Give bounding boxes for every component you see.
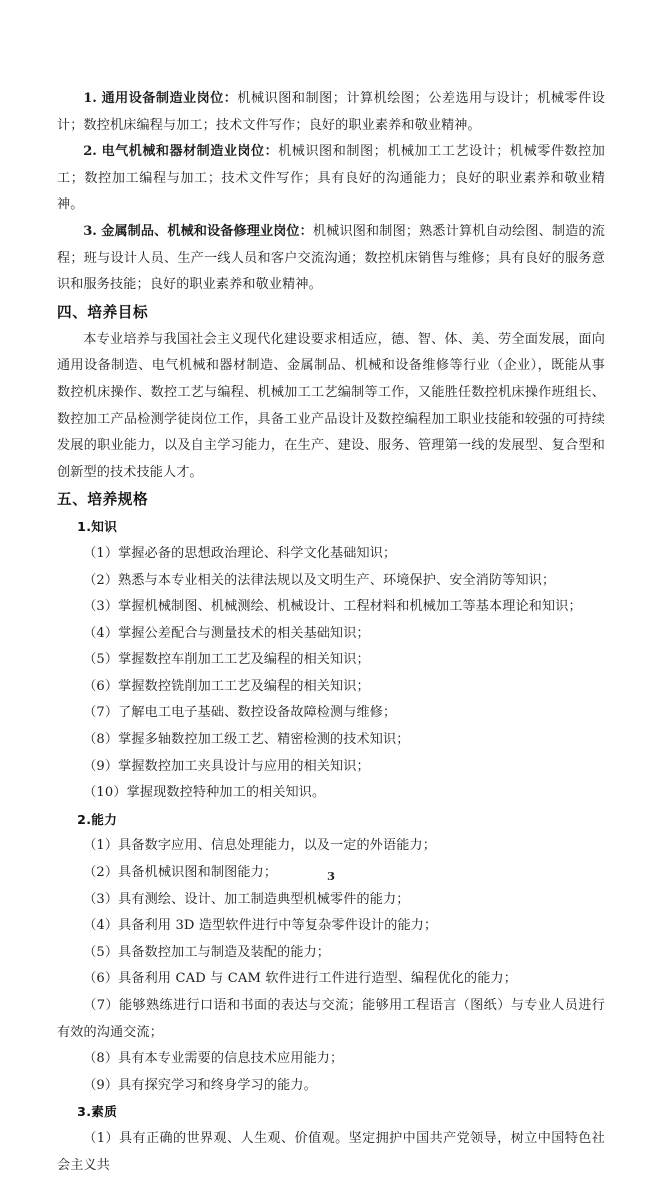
job-position-body: 机械识图和制图；熟悉计算机自动绘图、制造的流程；班与设计人员、生产一线人员和客户交流沟通；数控机床销售与维修；具有良好的服务意识和服务技能；良好的职业素养和敬业精神。: [57, 223, 605, 293]
list-item: （3）具有测绘、设计、加工制造典型机械零件的能力；: [83, 891, 410, 907]
list-item: （6）掌握数控铣削加工工艺及编程的相关知识；: [83, 678, 370, 694]
job-position-number: 1.: [83, 91, 97, 106]
job-position-body: 机械识图和制图；计算机绘图；公差选用与设计；机械零件设计；数控机床编程与加工；技术文件写作；良好的职业素养和敬业精神。: [57, 91, 606, 133]
job-position-item: [57, 86, 605, 139]
subsection-heading-knowledge: 1.知识: [77, 519, 118, 535]
job-position-title: 通用设备制造业岗位：: [101, 91, 238, 106]
list-item: （9）掌握数控加工夹具设计与应用的相关知识；: [83, 758, 370, 774]
job-position-item: [57, 139, 605, 219]
subsection-heading-ability: 2.能力: [77, 811, 118, 827]
job-position-number: 3.: [83, 223, 97, 239]
list-item: （10）掌握现数控特种加工的相关知识。: [83, 785, 326, 801]
list-item: （2）熟悉与本专业相关的法律法规以及文明生产、环境保护、安全消防等知识；: [83, 572, 556, 588]
list-item: （6）具备利用 CAD 与 CAM 软件进行工件进行造型、编程优化的能力；: [83, 971, 518, 987]
document-body: [57, 86, 605, 1179]
job-position-body: 机械识图和制图；机械加工工艺设计；机械零件数控加工；数控加工编程与加工；技术文件写作；具有良好的沟通能力；良好的职业素养和敬业精神。: [57, 144, 605, 213]
list-item: （9）具有探究学习和终身学习的能力。: [83, 1077, 317, 1093]
list-item: （5）具备数控加工与制造及装配的能力；: [83, 944, 331, 960]
page-number: 3: [326, 869, 335, 883]
list-item: （8）掌握多轴数控加工级工艺、精密检测的技术知识；: [83, 732, 410, 748]
job-position-number: 2.: [83, 144, 97, 160]
list-item: （4）具备利用 3D 造型软件进行中等复杂零件设计的能力；: [83, 918, 438, 934]
list-item: （8）具有本专业需要的信息技术应用能力；: [83, 1051, 344, 1067]
job-position-title: 电气机械和器材制造业岗位：: [101, 144, 279, 160]
list-item: （7）能够熟练进行口语和书面的表达与交流；能够用工程语言（图纸）与专业人员进行有效的沟通交流；: [57, 998, 605, 1040]
section-heading-five: 五、培养规格: [57, 491, 149, 509]
list-item: （3）掌握机械制图、机械测绘、机械设计、工程材料和机械加工等基本理论和知识；: [83, 599, 582, 615]
section-four-paragraph: 本专业培养与我国社会主义现代化建设要求相适应，德、智、体、美、劳全面发展，面向通用设备制造、电气机械和器材制造、金属制品、机械和设备维修等行业（企业），既能从事数控机床操作、数控工艺与编程、机械加工工艺编制等工作，又能胜任数控机床操作班组长、数控加工产品检测学徒岗位工作，具备工业产品设计及数控编程加工职业技能和较强的可持续发展的职业能力，以及自主学习能力，在生产、建设、服务、管理第一线的发展型、复合型和创新型的技术技能人才。: [57, 331, 605, 480]
list-item: （1）具备数字应用、信息处理能力，以及一定的外语能力；: [83, 838, 437, 854]
list-item: （1）掌握必备的思想政治理论、科学文化基础知识；: [83, 545, 397, 561]
list-item: （1）具有正确的世界观、人生观、价值观。坚定拥护中国共产党领导，树立中国特色社会主义共: [57, 1130, 605, 1173]
list-item: （7）了解电工电子基础、数控设备故障检测与维修；: [83, 705, 397, 721]
job-position-title: 金属制品、机械和设备修理业岗位：: [101, 223, 313, 239]
list-item: （4）掌握公差配合与测量技术的相关基础知识；: [83, 625, 370, 641]
subsection-heading-quality: 3.素质: [77, 1104, 118, 1120]
list-item: （2）具备机械识图和制图能力；: [83, 865, 278, 881]
section-heading-four: 四、培养目标: [57, 303, 149, 321]
job-position-item: [57, 219, 605, 299]
list-item: （5）掌握数控车削加工工艺及编程的相关知识；: [83, 652, 370, 668]
